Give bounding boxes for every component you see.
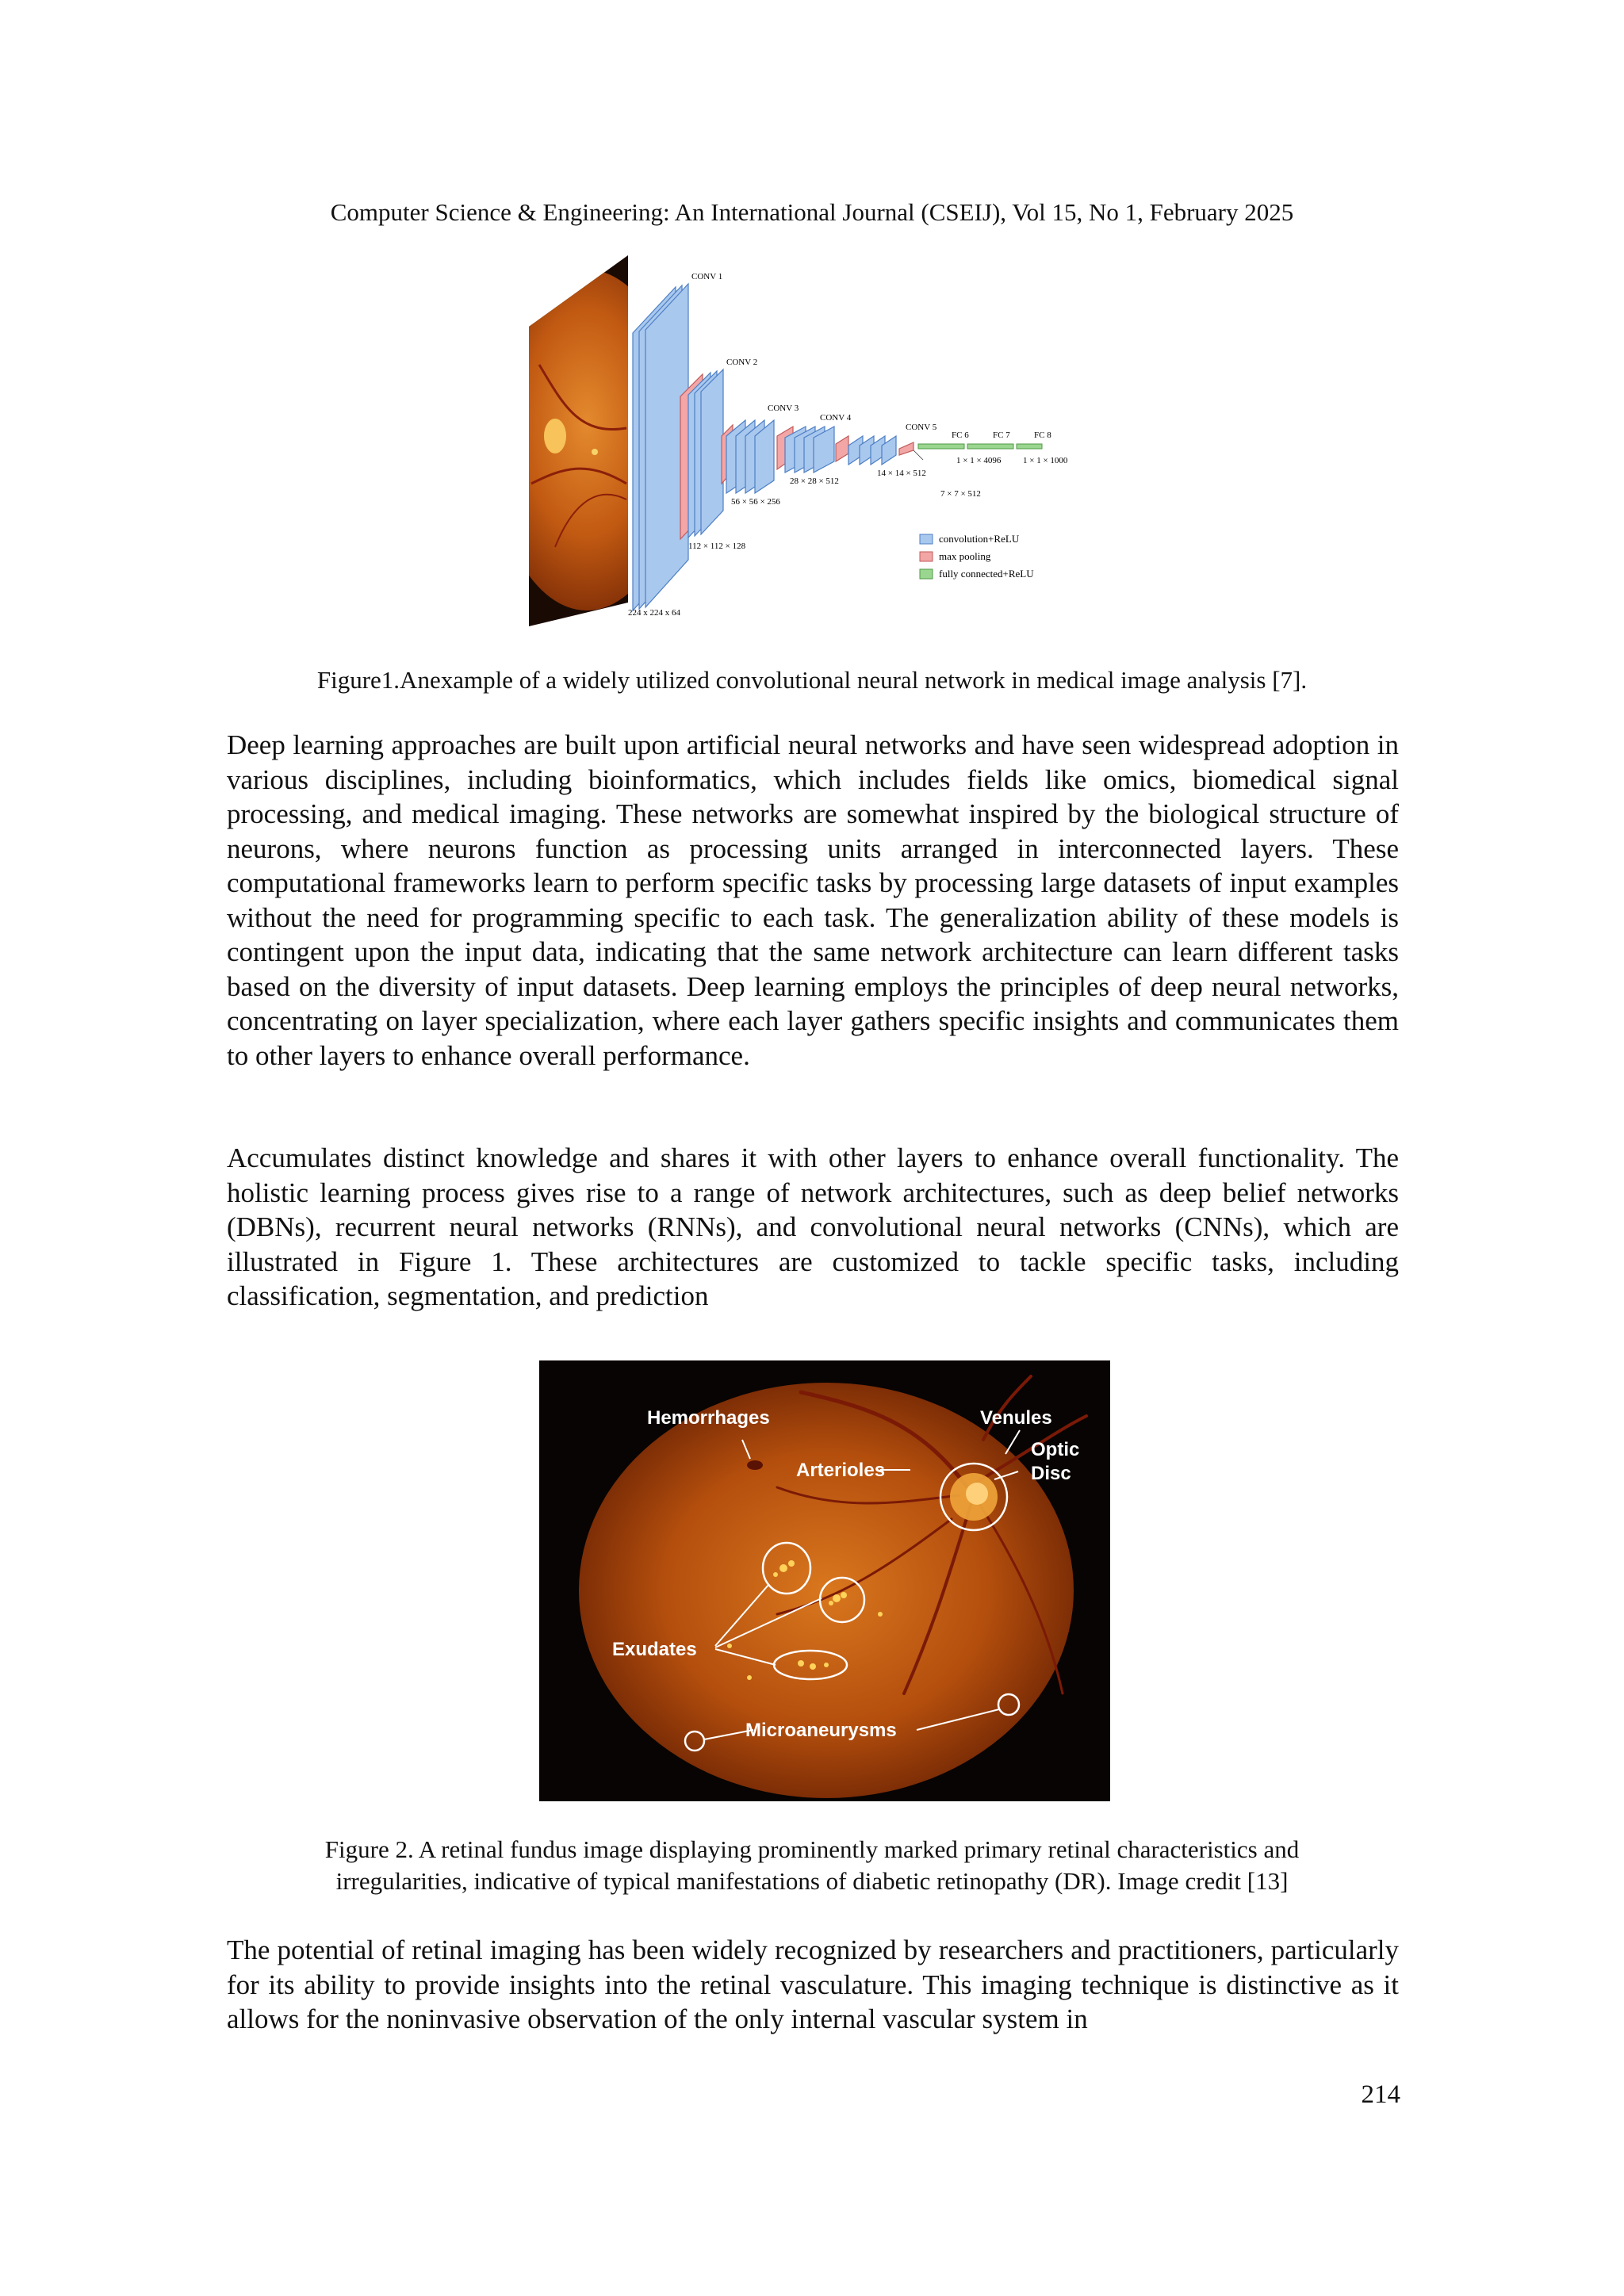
label-conv4: CONV 4: [820, 413, 852, 423]
figure-2-caption-line-1: Figure 2. A retinal fundus image displaying prominently marked primary retinal characteristics and: [324, 1835, 1300, 1863]
conv4-block: [777, 427, 834, 473]
label-microaneurysms: Microaneurysms: [745, 1720, 897, 1741]
label-conv2: CONV 2: [726, 358, 758, 367]
label-dim5: 14 × 14 × 512: [877, 469, 926, 478]
label-optic: Optic: [1031, 1439, 1080, 1460]
label-dim8: 1 × 1 × 1000: [1023, 456, 1068, 465]
running-header: Computer Science & Engineering: An International Journal (CSEIJ), Vol 15, No 1, February 2025: [330, 198, 1294, 226]
figure-2-caption-line-2: irregularities, indicative of typical manifestations of diabetic retinopathy (DR). Image credit [13]: [335, 1867, 1289, 1895]
label-fc8: FC 8: [1034, 430, 1051, 440]
body-paragraph-2: Accumulates distinct knowledge and shares it with other layers to enhance overall functionality. The holistic learning process gives rise to a range of network architectures, such as deep belief networks (DBNs), recurrent neural networks (RNNs), and convolutional neural networks (CNNs), which are illustrated in Figure 1. These architectures are customized to tackle specific tasks, including classification, segmentation, and prediction: [227, 1142, 1399, 1311]
label-dim2: 112 × 112 × 128: [688, 541, 746, 551]
label-arterioles: Arterioles: [796, 1460, 886, 1481]
label-fc7: FC 7: [993, 430, 1010, 440]
svg-text:max pooling: max pooling: [939, 550, 991, 562]
label-fc6: FC 6: [952, 430, 969, 440]
body-paragraph-1: Deep learning approaches are built upon artificial neural networks and have seen widespread adoption in various disciplines, including bioinformatics, which includes fields like omics, biomedical signal processing, and medical imaging. These networks are somewhat inspired by the biological structure of neurons, where neurons function as processing units arranged in interconnected layers. These computational frameworks learn to perform specific tasks by processing large datasets of input examples without the need for programming specific to each task. The generalization ability of these models is contingent upon the input data, indicating that the same network architecture can learn different tasks based on the diversity of input datasets. Deep learning employs the principles of deep neural networks, concentrating on layer specialization, where each layer gathers specific insights and communicates them to other layers to enhance overall performance.: [227, 729, 1399, 1071]
label-exudates: Exudates: [612, 1639, 697, 1660]
label-dim1: 224 x 224 x 64: [628, 608, 680, 618]
svg-text:fully connected+ReLU: fully connected+ReLU: [939, 568, 1034, 580]
label-conv3: CONV 3: [768, 404, 799, 413]
page-number: 214: [1361, 2080, 1400, 2109]
label-conv5: CONV 5: [906, 423, 937, 432]
conv5-block: [836, 436, 896, 465]
figure-2-fundus-image: [539, 1360, 1110, 1801]
label-disc: Disc: [1031, 1463, 1071, 1484]
figure-1-legend: [920, 533, 1034, 580]
conv2-block: [680, 369, 723, 539]
fc-layers: [918, 444, 1042, 449]
label-dim3: 56 × 56 × 256: [731, 497, 780, 507]
label-dim4: 28 × 28 × 512: [790, 476, 839, 486]
svg-text:convolution+ReLU: convolution+ReLU: [939, 533, 1020, 545]
label-dim7: 1 × 1 × 4096: [956, 456, 1002, 465]
label-conv1: CONV 1: [691, 272, 723, 281]
conv3-block: [722, 420, 774, 493]
label-dim6: 7 × 7 × 512: [940, 489, 981, 499]
figure-1-caption: Figure1.Anexample of a widely utilized convolutional neural network in medical image analysis [7].: [316, 666, 1308, 694]
pool5-block: [899, 442, 914, 455]
body-paragraph-3: The potential of retinal imaging has been widely recognized by researchers and practitioners, particularly for its ability to provide insights into the retinal vasculature. This imaging technique is distinctive as it allows for the noninvasive observation of the only internal vascular system in: [227, 1934, 1399, 2034]
label-hemorrhages: Hemorrhages: [647, 1407, 770, 1429]
label-venules: Venules: [980, 1407, 1052, 1429]
figure-2-caption: [0, 1834, 1624, 1897]
figure-1-cnn-diagram: [508, 246, 1166, 626]
